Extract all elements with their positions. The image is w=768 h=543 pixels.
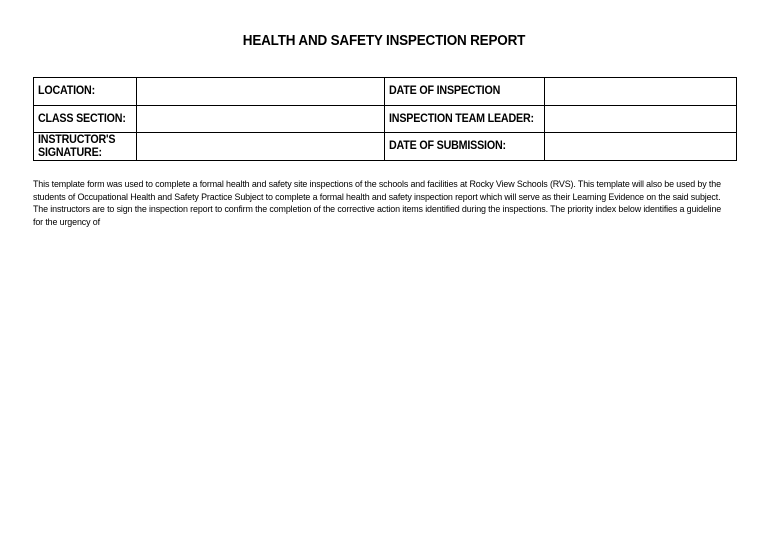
inspection-team-leader-value-cell[interactable]	[545, 106, 737, 133]
class-section-value-cell[interactable]	[137, 106, 385, 133]
instructor-signature-value-cell[interactable]	[137, 133, 385, 161]
table-row	[34, 78, 737, 106]
table-row	[34, 106, 737, 133]
date-of-inspection-value-cell[interactable]	[545, 78, 737, 106]
inspection-team-leader-label-cell	[385, 106, 545, 133]
inspection-info-table	[33, 77, 737, 161]
class-section-label: CLASS SECTION:	[38, 112, 126, 125]
instructor-signature-label: INSTRUCTOR'S SIGNATURE:	[38, 133, 116, 159]
inspection-team-leader-label: INSPECTION TEAM LEADER:	[389, 112, 534, 125]
page-title: HEALTH AND SAFETY INSPECTION REPORT	[242, 33, 526, 49]
date-of-submission-label-cell	[385, 133, 545, 161]
date-of-submission-value-cell[interactable]	[545, 133, 737, 161]
date-of-inspection-label-cell	[385, 78, 545, 106]
class-section-label-cell	[34, 106, 137, 133]
location-label: LOCATION:	[38, 85, 95, 97]
location-value-cell[interactable]	[137, 78, 385, 106]
instructor-signature-label-cell	[34, 133, 137, 161]
location-label-cell	[34, 78, 137, 106]
table-row	[34, 133, 737, 161]
date-of-inspection-label: DATE OF INSPECTION	[389, 85, 501, 97]
date-of-submission-label: DATE OF SUBMISSION:	[389, 140, 506, 152]
intro-paragraph: This template form was used to complete a formal health and safety site inspections of the schools and facilities at Rocky View Schools (RVS). This template will also be used by the students of Occupational Health and Safety Practice Subject to complete a formal health and safety inspection report which will serve as their Learning Evidence on the said subject. The instructors are to sign the inspection report to confirm the completion of the corrective action items identified during the inspections. The priority index below identifies a guideline for the urgency of	[33, 179, 722, 229]
